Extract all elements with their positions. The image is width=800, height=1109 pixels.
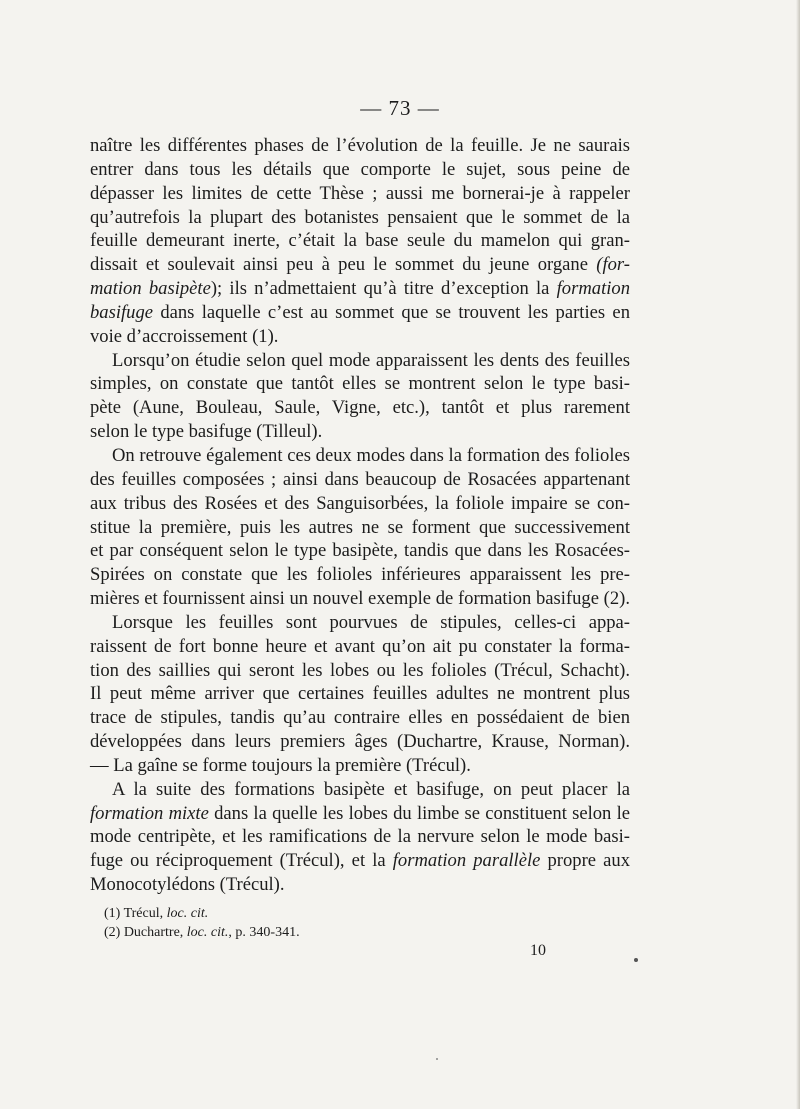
- text-line: Monocotylédons (Trécul).: [90, 874, 285, 896]
- footnote-1: (1) Trécul, loc. cit.: [104, 906, 209, 921]
- text-line: simples, on constate que tantôt elles se montrent selon le type basi-: [90, 373, 630, 395]
- page-edge-shadow: [796, 0, 800, 1109]
- text-line: Spirées on constate que les folioles inférieures apparaissent les pre-: [90, 564, 630, 586]
- page-number: — 73 —: [360, 96, 440, 120]
- text-line: dissait et soulevait ainsi peu à peu le sommet du jeune organe (for-: [90, 254, 630, 276]
- text-line: Lorsque les feuilles sont pourvues de stipules, celles-ci appa-: [112, 611, 630, 633]
- text-line: naître les différentes phases de l’évolution de la feuille. Je ne saurais: [90, 135, 630, 156]
- footnote-2: (2) Duchartre, loc. cit., p. 340-341.: [104, 925, 300, 940]
- text-line: des feuilles composées ; ainsi dans beaucoup de Rosacées appartenant: [90, 468, 630, 490]
- text-line: mode centripète, et les ramifications de la nervure selon le mode basi-: [90, 826, 630, 848]
- text-line: tion des saillies qui seront les lobes ou les folioles (Trécul, Schacht).: [90, 659, 630, 681]
- text-line: aux tribus des Rosées et des Sanguisorbées, la foliole impaire se con-: [90, 492, 630, 514]
- footnotes: [104, 904, 544, 942]
- text-line: selon le type basifuge (Tilleul).: [90, 421, 323, 443]
- text-line: fuge ou réciproquement (Trécul), et la formation parallèle propre aux: [90, 850, 630, 872]
- text-line: voie d’accroissement (1).: [90, 325, 279, 347]
- body-text: [90, 134, 630, 897]
- ink-spot: [634, 958, 638, 962]
- text-line: et par conséquent selon le type basipète, tandis que dans les Rosacées-: [90, 540, 630, 562]
- text-line: mières et fournissent ainsi un nouvel exemple de formation basifuge (2).: [90, 588, 630, 610]
- text-line: dépasser les limites de cette Thèse ; aussi me bornerai-je à rappeler: [90, 182, 630, 204]
- text-line: entrer dans tous les détails que comporte le sujet, sous peine de: [90, 158, 630, 180]
- text-line: pète (Aune, Bouleau, Saule, Vigne, etc.), tantôt et plus rarement: [90, 397, 630, 419]
- ink-spot: [436, 1058, 438, 1060]
- text-line: On retrouve également ces deux modes dans la formation des folioles: [112, 444, 630, 466]
- text-line: feuille demeurant inerte, c’était la base seule du mamelon qui gran-: [90, 230, 630, 252]
- text-line: basifuge dans laquelle c’est au sommet que se trouvent les parties en: [90, 301, 630, 323]
- text-line: — La gaîne se forme toujours la première (Trécul).: [90, 754, 471, 776]
- text-line: Il peut même arriver que certaines feuilles adultes ne montrent plus: [90, 683, 630, 705]
- text-line: qu’autrefois la plupart des botanistes pensaient que le sommet de la: [90, 206, 630, 228]
- text-line: raissent de fort bonne heure et avant qu’on ait pu constater la forma-: [90, 635, 630, 657]
- text-line: mation basipète); ils n’admettaient qu’à titre d’exception la formation: [90, 278, 630, 300]
- text-line: formation mixte dans la quelle les lobes du limbe se constituent selon le: [90, 802, 631, 824]
- signature-mark: 10: [530, 942, 546, 959]
- text-line: stitue la première, puis les autres ne se forment que successivement: [90, 516, 630, 538]
- text-line: Lorsqu’on étudie selon quel mode apparaissent les dents des feuilles: [112, 349, 630, 371]
- text-line: développées dans leurs premiers âges (Duchartre, Krause, Norman).: [90, 731, 630, 753]
- text-line: trace de stipules, tandis qu’au contraire elles en possédaient de bien: [90, 707, 630, 729]
- text-line: A la suite des formations basipète et basifuge, on peut placer la: [112, 778, 630, 800]
